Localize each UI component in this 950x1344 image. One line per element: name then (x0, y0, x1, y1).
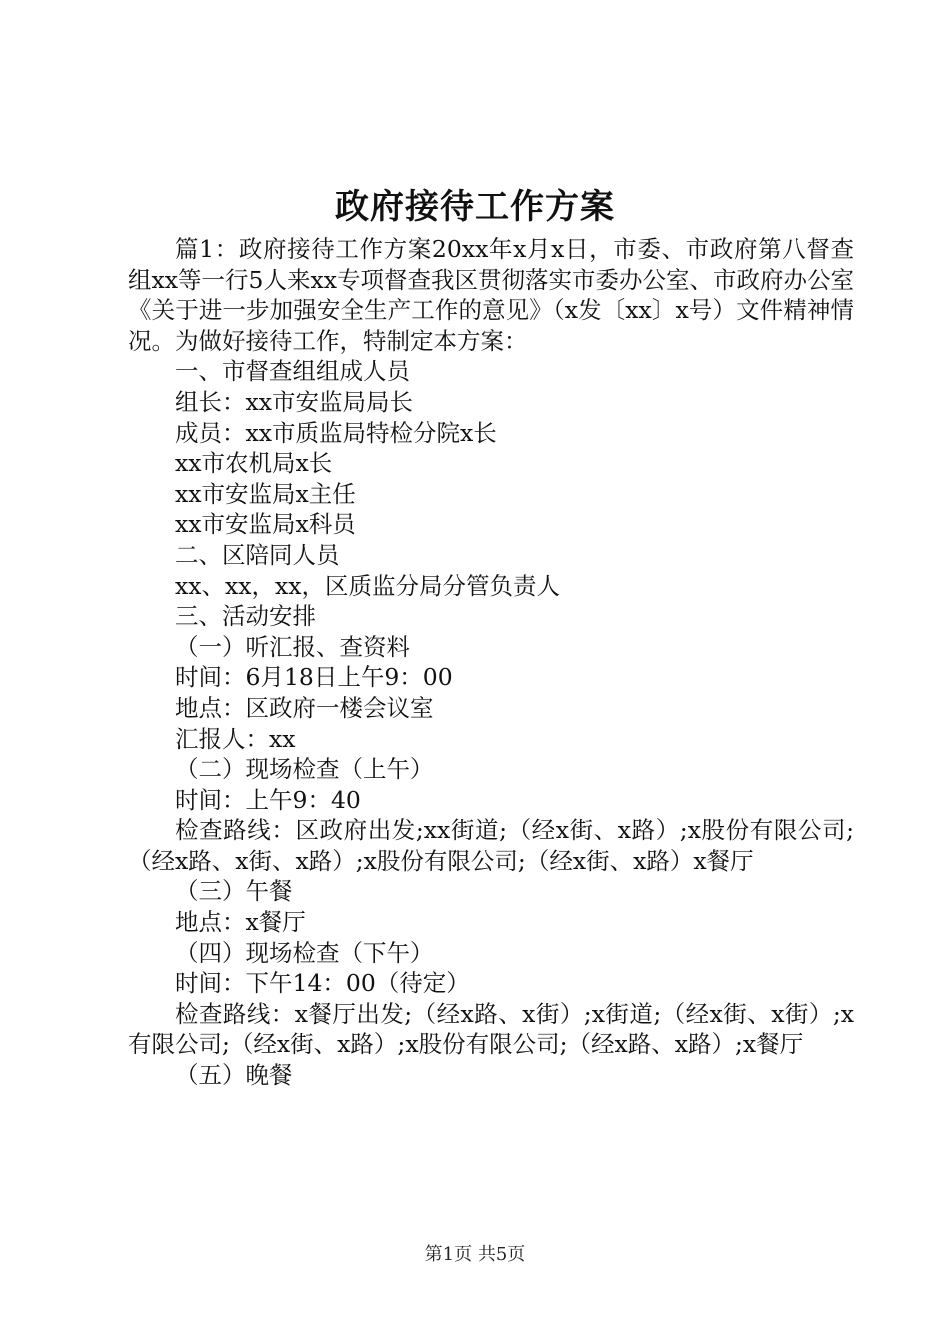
member-line: xx市安监局x科员 (175, 510, 356, 539)
page-footer: 第1页 共5页 (424, 1244, 526, 1265)
escort-line: xx、xx，xx，区质监分局分管负责人 (175, 571, 561, 600)
intro-paragraph: 篇1：政府接待工作方案20xx年x月x日，市委、市政府第八督查组xx等一行5人来xx专项督查我区贯彻落实市委办公室、市政府办公室《关于进一步加强安全生产工作的意见》（x发〔xx〕x号）文件精神情况。为做好接待工作，特制定本方案： (128, 235, 854, 355)
document-title: 政府接待工作方案 (335, 187, 615, 227)
schedule-location: 地点：区政府一楼会议室 (175, 693, 434, 722)
leader-line: 组长：xx市安监局局长 (175, 387, 414, 416)
schedule-item-heading: （四）现场检查（下午） (175, 938, 434, 967)
route-afternoon-paragraph: 检查路线：x餐厅出发;（经x路、x街）;x街道;（经x街、x街）;x有限公司;（经x街、x路）;x股份有限公司;（经x路、x路）;x餐厅 (128, 999, 854, 1059)
section-heading-escorts: 二、区陪同人员 (175, 540, 340, 569)
member-line: 成员：xx市质监局特检分院x长 (175, 418, 497, 447)
schedule-location: 地点：x餐厅 (175, 908, 306, 937)
member-line: xx市安监局x主任 (175, 479, 356, 508)
schedule-item-heading: （二）现场检查（上午） (175, 755, 434, 784)
schedule-item-heading: （一）听汇报、查资料 (175, 632, 410, 661)
section-heading-members: 一、市督查组组成人员 (175, 357, 410, 386)
schedule-item-heading: （三）午餐 (175, 877, 293, 906)
schedule-time: 时间：下午14：00（待定） (175, 969, 470, 998)
schedule-item-heading: （五）晚餐 (175, 1061, 293, 1090)
schedule-reporter: 汇报人：xx (175, 724, 296, 753)
member-line: xx市农机局x长 (175, 449, 333, 478)
section-heading-schedule: 三、活动安排 (175, 602, 316, 631)
schedule-time: 时间：6月18日上午9：00 (175, 663, 453, 692)
route-morning-paragraph: 检查路线：区政府出发;xx街道;（经x街、x路）;x股份有限公司;（经x路、x街、x路）;x股份有限公司;（经x街、x路）x餐厅 (128, 816, 854, 875)
document-body (128, 234, 854, 1091)
schedule-time: 时间：上午9：40 (175, 785, 361, 814)
